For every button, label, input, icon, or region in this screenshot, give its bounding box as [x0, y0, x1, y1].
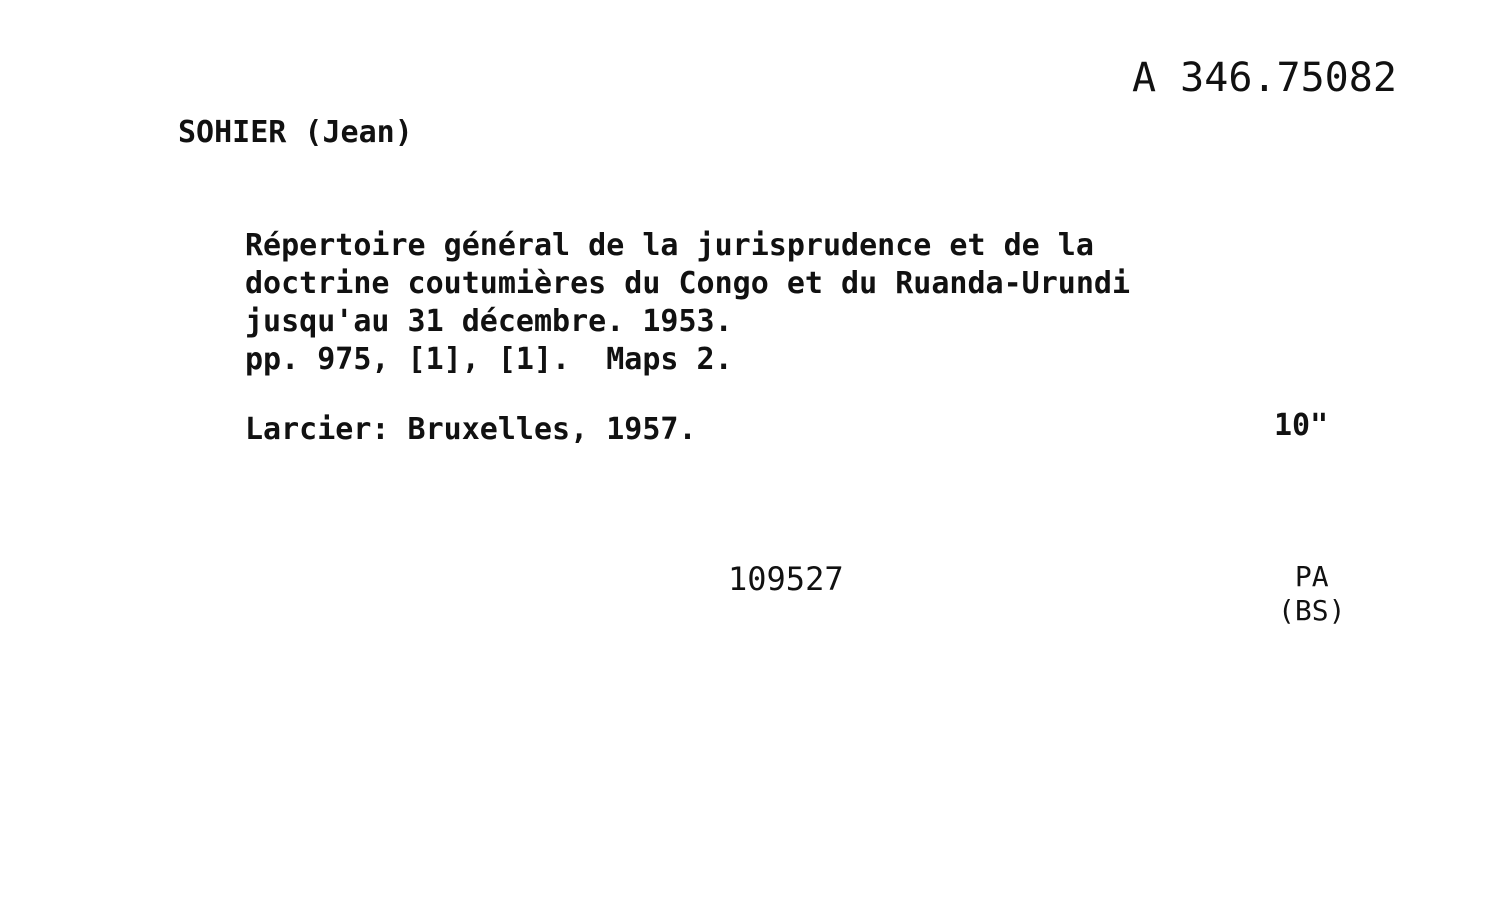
title-line: jusqu'au 31 décembre. 1953.: [245, 304, 733, 339]
location-line: (BS): [1278, 594, 1346, 627]
collation-line: pp. 975, [1], [1]. Maps 2.: [245, 342, 733, 377]
imprint: Larcier: Bruxelles, 1957.: [245, 412, 697, 447]
title-block: [245, 227, 1130, 379]
location-line: PA: [1294, 560, 1329, 593]
title-line: Répertoire général de la jurisprudence et de la: [245, 228, 1094, 263]
size: 10": [1274, 408, 1329, 443]
location-code: [1278, 560, 1345, 628]
title-line: doctrine coutumières du Congo et du Ruanda-Urundi: [245, 266, 1131, 301]
accession-number: 109527: [728, 560, 844, 598]
author-heading: SOHIER (Jean): [178, 115, 413, 150]
call-number: A 346.75082: [1132, 55, 1397, 101]
